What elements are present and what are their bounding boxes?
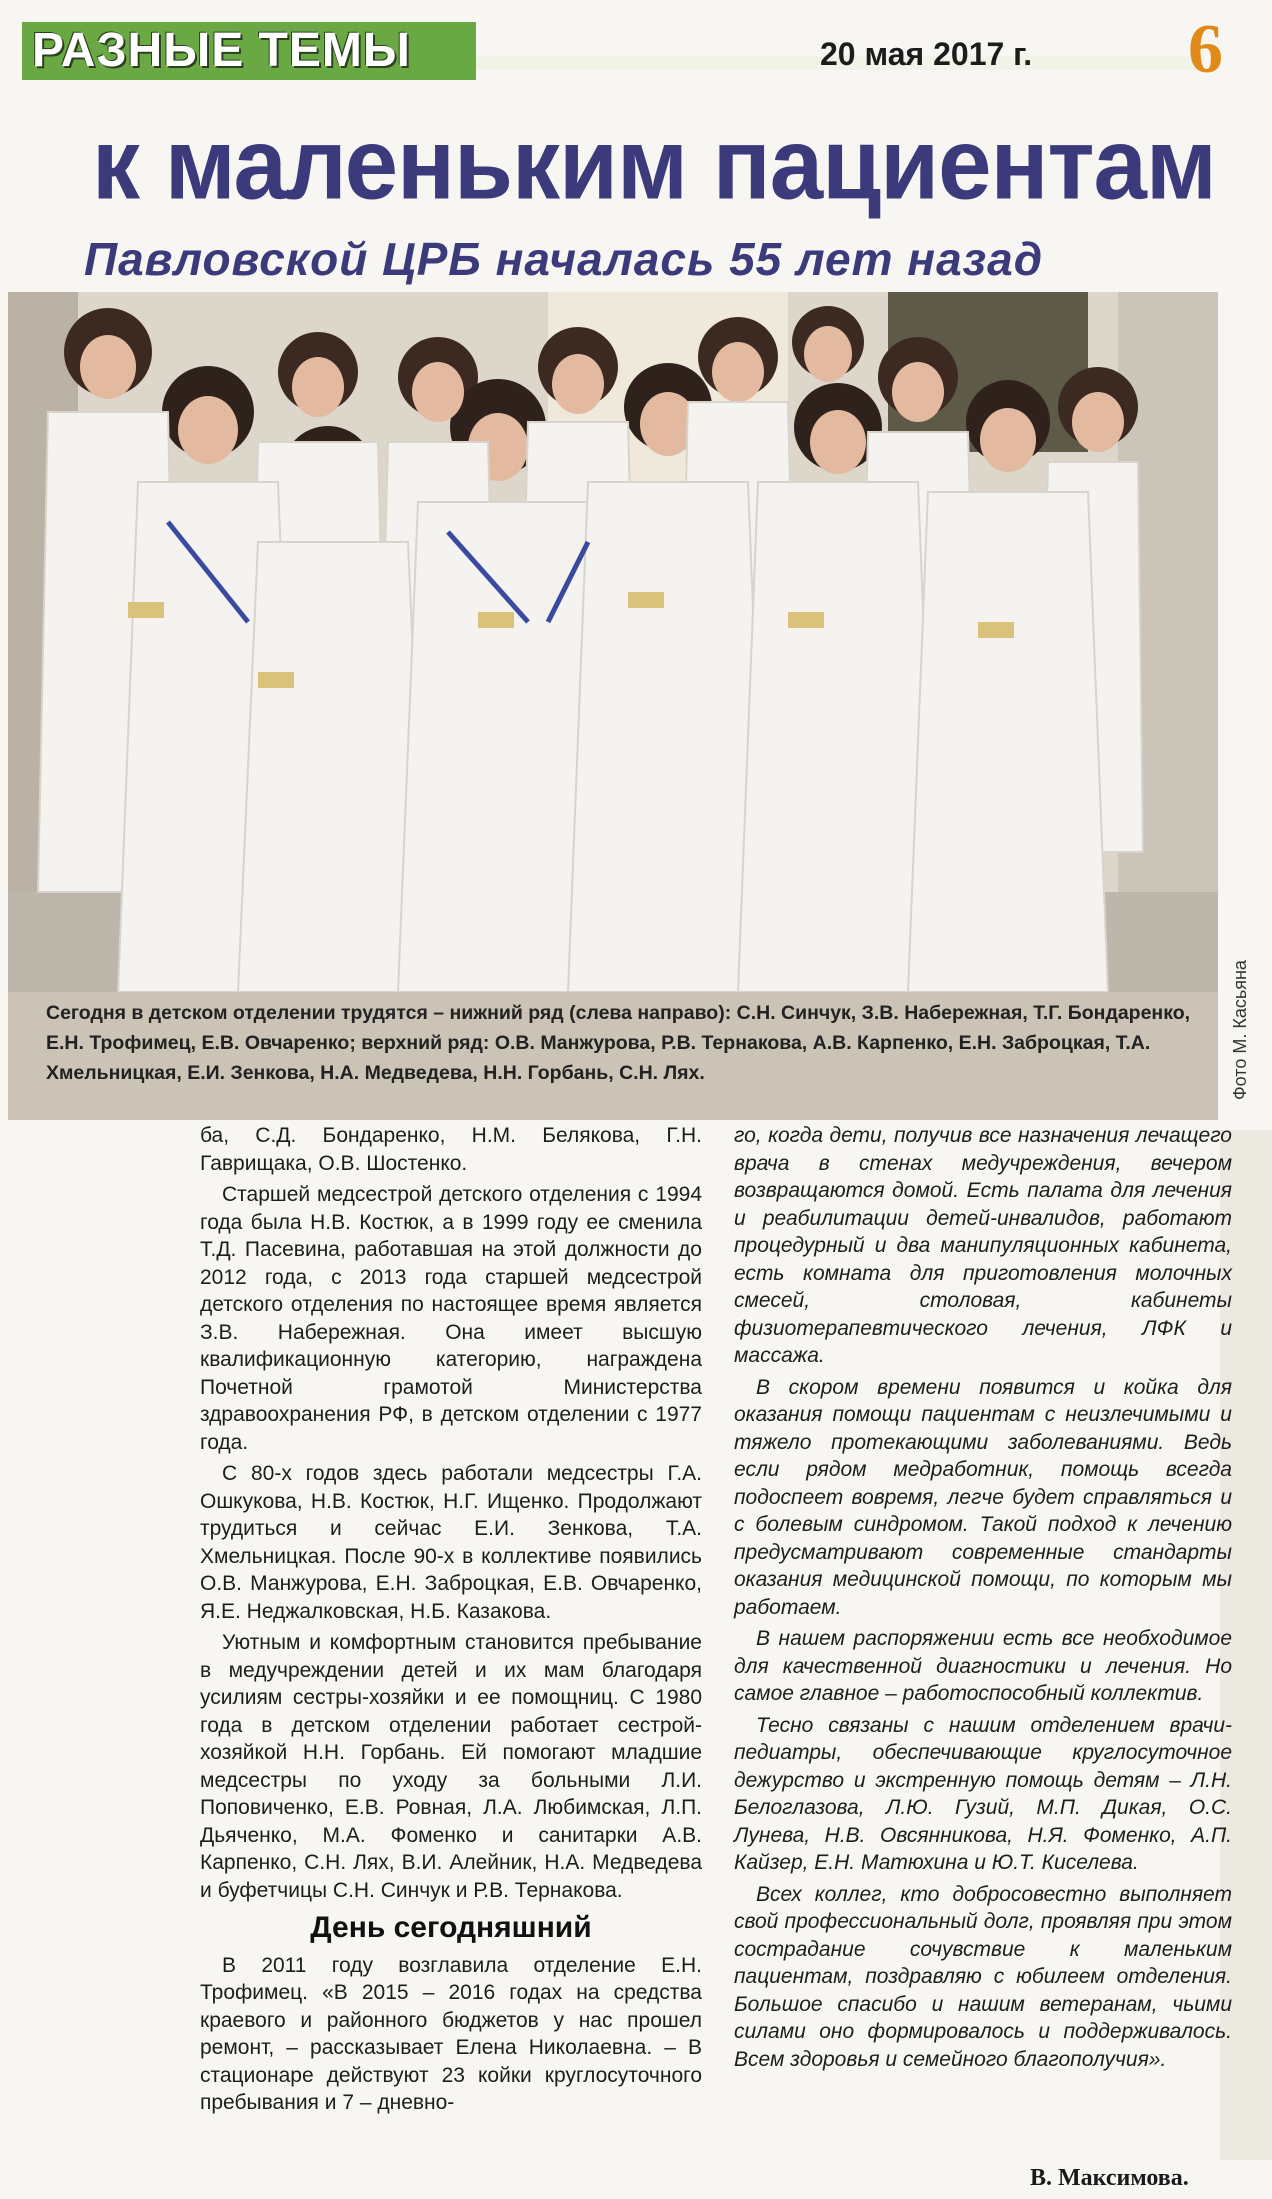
paragraph: Тесно связаны с нашим отделением врачи-педиатры, обеспечивающие круглосуточное дежурство и экстренную помощь детям – Л.Н. Белоглазова, Л.Ю. Гузий, М.П. Дикая, О.С. Лунева, Н.В. Овсянникова, Н.Я. Фоменко, А.П. Кайзер, Е.Н. Матюхина и Ю.Т. Киселева.: [734, 1713, 1232, 1874]
paragraph: Всех коллег, кто добросовестно выполняет свой профессиональный долг, проявляя при этом сострадание сочувствие к маленьким пациентам, поздравляю с юбилеем отделения. Большое спасибо и нашим ветеранам, чьими силами оно формировалось и поддерживалось. Всем здоровья и семейного благополучия».: [734, 1882, 1232, 2071]
article-subheadline: Павловской ЦРБ началась 55 лет назад: [84, 233, 1044, 285]
paragraph: В скором времени появится и койка для оказания помощи пациентам с неизлечимыми и тяжело протекающими заболеваниями. Ведь если рядом медработник, помощь всегда подоспеет вовремя, легче будет справляться и с болевым синдромом. Такой подход к лечению предусматривают современные стандарты оказания медицинской помощи, по которым мы работаем.: [734, 1375, 1232, 1619]
page-number: 6: [1188, 11, 1223, 88]
group-photo-illustration: [8, 292, 1218, 992]
photo-credit: Фото М. Касьяна: [1230, 960, 1250, 1100]
paragraph: В нашем распоряжении есть все необходимое для качественной диагностики и лечения. Но самое главное – работоспособный коллектив.: [734, 1627, 1232, 1705]
paragraph: Уютным и комфортным становится пребывание в медучреждении детей и их мам благодаря усилиям сестры-хозяйки и ее помощниц. С 1980 года в детском отделении работает сестрой-хозяйкой Н.Н. Горбань. Ей помогают младшие медсестры по уходу за больными Л.И. Поповиченко, Е.В. Ровная, Л.А. Любимская, Л.П. Дьяченко, М.А. Фоменко и санитарки А.В. Карпенко, С.Н. Лях, В.И. Алейник, Н.А. Медведева и буфетчицы С.Н. Синчук и Р.В. Тернакова.: [200, 1631, 702, 1902]
photo-caption: Сегодня в детском отделении трудятся – нижний ряд (слева направо): С.Н. Синчук, З.В. Набережная, Т.Г. Бондаренко, Е.Н. Трофимец, Е.В. Овчаренко; верхний ряд: О.В. Манжурова, Р.В. Тернакова, А.В. Карпенко, Е.Н. Заброцкая, Т.А. Хмельницкая, Е.И. Зенкова, Н.А. Медведева, Н.Н. Горбань, С.Н. Лях.: [8, 992, 1218, 1120]
paragraph: ба, С.Д. Бондаренко, Н.М. Белякова, Г.Н. Гаврищака, О.В. Шостенко.: [200, 1124, 702, 1175]
paragraph: го, когда дети, получив все назначения лечащего врача в стенах медучреждения, вечером возвращаются домой. Есть палата для лечения и реабилитации детей-инвалидов, работают процедурный и два манипуляционных кабинета, есть комната для приготовления молочных смесей, столовая, кабинеты физиотерапевтического лечения, ЛФК и массажа.: [734, 1124, 1232, 1367]
issue-date: 20 мая 2017 г.: [820, 36, 1033, 72]
paragraph: С 80-х годов здесь работали медсестры Г.А. Ошкукова, Н.В. Костюк, Н.Г. Ищенко. Продолжают трудиться и сейчас Е.И. Зенкова, Т.А. Хмельницкая. После 90-х в коллективе появились О.В. Манжурова, Е.Н. Заброцкая, Е.В. Овчаренко, Я.Е. Неджалковская, Н.Б. Казакова.: [200, 1462, 702, 1623]
author-signature: В. Максимова.: [1030, 2165, 1189, 2191]
paragraph: В 2011 году возглавила отделение Е.Н. Трофимец. «В 2015 – 2016 годах на средства краевого и районного бюджетов у нас прошел ремонт, – рассказывает Елена Николаевна. – В стационаре действуют 23 койки круглосуточного пребывания и 7 – дневно-: [200, 1953, 702, 2114]
section-rubric: РАЗНЫЕ ТЕМЫ: [22, 22, 476, 80]
paragraph: Старшей медсестрой детского отделения с 1994 года была Н.В. Костюк, а в 1999 году ее сменила Т.Д. Пасевина, работавшая на этой должности до 2012 года, с 2013 года старшей медсестрой детского отделения по настоящее время является З.В. Набережная. Она имеет высшую квалификационную категорию, награждена Почетной грамотой Министерства здравоохранения РФ, в детском отделении с 1977 года.: [200, 1183, 702, 1454]
article-headline: к маленьким пациентам: [92, 108, 1216, 221]
article-column-left: [200, 1122, 702, 2121]
section-heading: День сегодняшний: [310, 1911, 592, 1944]
group-photo: [8, 292, 1218, 992]
article-column-right: [734, 1122, 1232, 2077]
